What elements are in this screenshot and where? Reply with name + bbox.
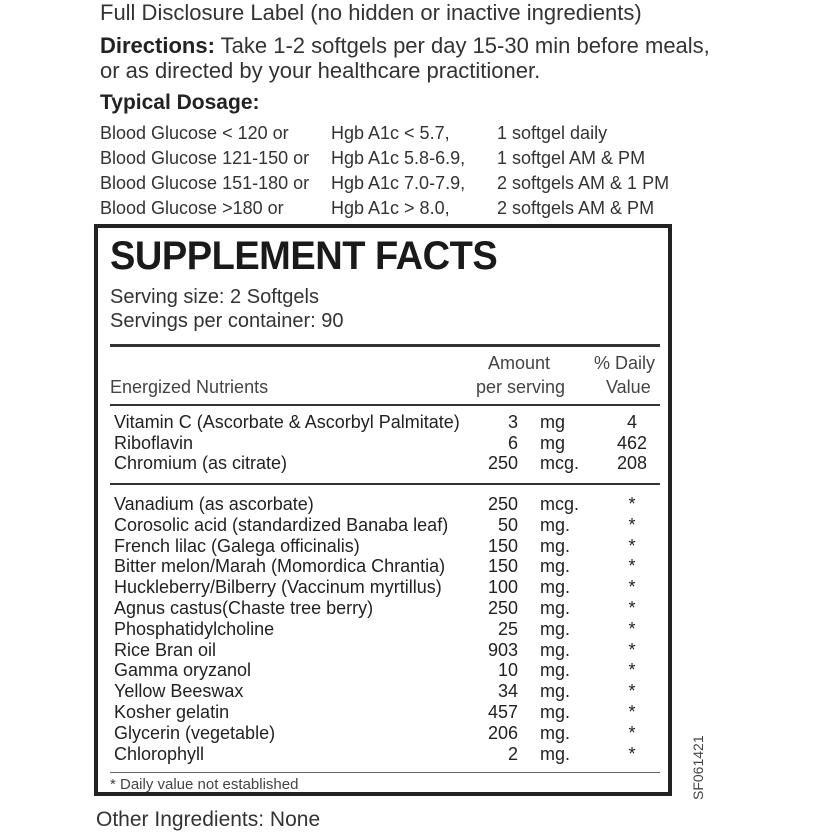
divider-group [110,483,660,485]
nutrient-dv: 4 [626,412,637,432]
directions-text-2: or as directed by your healthcare practitioner. [100,58,541,83]
nutrient-dv: * [628,702,636,722]
nutrient-unit: mg. [540,618,571,639]
nutrient-row [114,433,668,454]
nutrient-unit: mg. [540,556,571,577]
nutrient-dv: * [628,577,636,598]
dosage-glucose: Blood Glucose >180 or [100,198,284,218]
dosage-a1c: Hgb A1c < 5.7, [331,123,450,143]
nutrient-row [114,556,668,577]
nutrient-name: Phosphatidylcholine [114,618,275,639]
nutrient-row [114,598,668,619]
dosage-row [100,198,720,222]
nutrient-unit: mg [540,412,566,432]
nutrient-row [114,723,668,744]
nutrient-dv: * [628,598,636,618]
dosage-a1c: Hgb A1c > 8.0, [331,198,450,218]
facts-title: SUPPLEMENT FACTS [110,234,498,278]
nutrient-name: Yellow Beeswax [114,681,244,702]
nutrient-unit: mg. [540,681,571,702]
header-nutrients: Energized Nutrients [110,377,269,397]
dosage-row [100,123,720,147]
nutrient-unit: mg. [540,598,571,618]
nutrient-row [114,536,668,557]
dosage-row [100,173,720,197]
nutrient-unit: mcg. [540,453,580,474]
dosage-glucose: Blood Glucose < 120 or [100,123,289,143]
dosage-dose: 2 softgels AM & 1 PM [497,173,670,193]
nutrient-dv: 462 [616,432,648,453]
dosage-glucose: Blood Glucose 121-150 or [100,148,310,168]
divider-header [110,404,660,406]
nutrient-unit: mg. [540,577,571,598]
nutrient-amount: 206 [487,722,518,743]
nutrient-unit: mg. [540,722,571,743]
nutrient-dv: * [628,639,636,660]
nutrient-dv: * [628,743,636,764]
dosage-a1c: Hgb A1c 7.0-7.9, [331,173,466,193]
nutrient-dv: * [628,681,636,702]
nutrient-dv: * [628,618,636,639]
dosage-heading: Typical Dosage: [100,91,260,114]
header-amount-2: per serving [476,377,566,397]
nutrient-row [114,453,668,474]
header-dv-2: Value [606,377,651,397]
dosage-dose: 1 softgel daily [497,123,608,143]
nutrient-row [114,494,668,515]
nutrient-dv: * [628,514,636,535]
nutrient-name: Kosher gelatin [114,702,230,722]
nutrient-name: Chlorophyll [114,743,205,764]
nutrient-amount: 150 [487,535,518,556]
disclosure-text: Full Disclosure Label (no hidden or inactive ingredients) [100,0,642,25]
side-code: SF061421 [690,735,706,800]
nutrient-name: Agnus castus(Chaste tree berry) [114,598,374,618]
nutrient-name: Gamma oryzanol [114,660,252,681]
divider-thick [110,344,660,347]
nutrient-unit: mg. [540,535,571,556]
dosage-dose: 2 softgels AM & PM [497,198,655,218]
nutrient-unit: mcg. [540,494,580,514]
nutrient-dv: 208 [616,453,648,474]
nutrient-name: Riboflavin [114,432,194,453]
footnote: * Daily value not established [110,776,299,793]
nutrient-amount: 100 [487,577,518,598]
directions-line-1 [100,33,710,59]
nutrient-amount: 2 [507,743,518,764]
header-amount-1: Amount [488,353,551,373]
dosage-a1c: Hgb A1c 5.8-6.9, [331,148,466,168]
nutrient-amount: 903 [487,639,518,660]
serving-size: Serving size: 2 Softgels [110,286,319,308]
nutrient-amount: 250 [487,598,518,618]
nutrient-amount: 10 [497,660,518,681]
other-ingredients: Other Ingredients: None [96,808,321,831]
nutrient-row [114,660,668,681]
nutrient-unit: mg [540,432,566,453]
nutrient-dv: * [628,660,636,681]
nutrient-dv: * [628,556,636,577]
nutrient-amount: 3 [507,412,518,432]
dosage-glucose: Blood Glucose 151-180 or [100,173,310,193]
nutrient-amount: 34 [497,681,518,702]
nutrient-row [114,681,668,702]
nutrient-row [114,744,668,765]
dosage-dose: 1 softgel AM & PM [497,148,646,168]
nutrient-amount: 250 [487,453,518,474]
nutrient-unit: mg. [540,660,571,681]
nutrient-name: Vitamin C (Ascorbate & Ascorbyl Palmitate) [114,412,460,432]
servings-per-container: Servings per container: 90 [110,310,344,332]
nutrient-unit: mg. [540,702,571,722]
nutrient-row [114,640,668,661]
nutrient-name: Rice Bran oil [114,639,217,660]
nutrient-amount: 250 [487,494,518,514]
divider-footnote [110,772,660,773]
nutrient-row [114,619,668,640]
nutrient-row [114,577,668,598]
nutrient-name: Chromium (as citrate) [114,453,288,474]
directions-label: Directions: [100,33,215,58]
supplement-facts-panel [94,224,672,796]
nutrient-dv: * [628,494,636,514]
nutrient-unit: mg. [540,514,571,535]
directions-text-1: Take 1-2 softgels per day 15-30 min before meals, [220,33,710,58]
nutrient-row [114,412,668,433]
nutrient-amount: 50 [497,514,518,535]
nutrient-unit: mg. [540,639,571,660]
nutrient-name: Vanadium (as ascorbate) [114,494,314,514]
nutrient-amount: 150 [487,556,518,577]
nutrient-name: Glycerin (vegetable) [114,722,276,743]
nutrient-row [114,515,668,536]
nutrient-name: French lilac (Galega officinalis) [114,535,360,556]
nutrient-amount: 6 [507,432,518,453]
nutrient-name: Huckleberry/Bilberry (Vaccinum myrtillus) [114,577,442,598]
nutrient-dv: * [628,722,636,743]
nutrient-row [114,702,668,723]
header-dv-1: % Daily [594,353,656,373]
dosage-row [100,148,720,172]
nutrient-name: Bitter melon/Marah (Momordica Chrantia) [114,556,446,577]
nutrient-amount: 457 [487,702,518,722]
nutrient-name: Corosolic acid (standardized Banaba leaf) [114,514,449,535]
nutrient-amount: 25 [497,618,518,639]
nutrient-dv: * [628,535,636,556]
nutrient-unit: mg. [540,743,571,764]
